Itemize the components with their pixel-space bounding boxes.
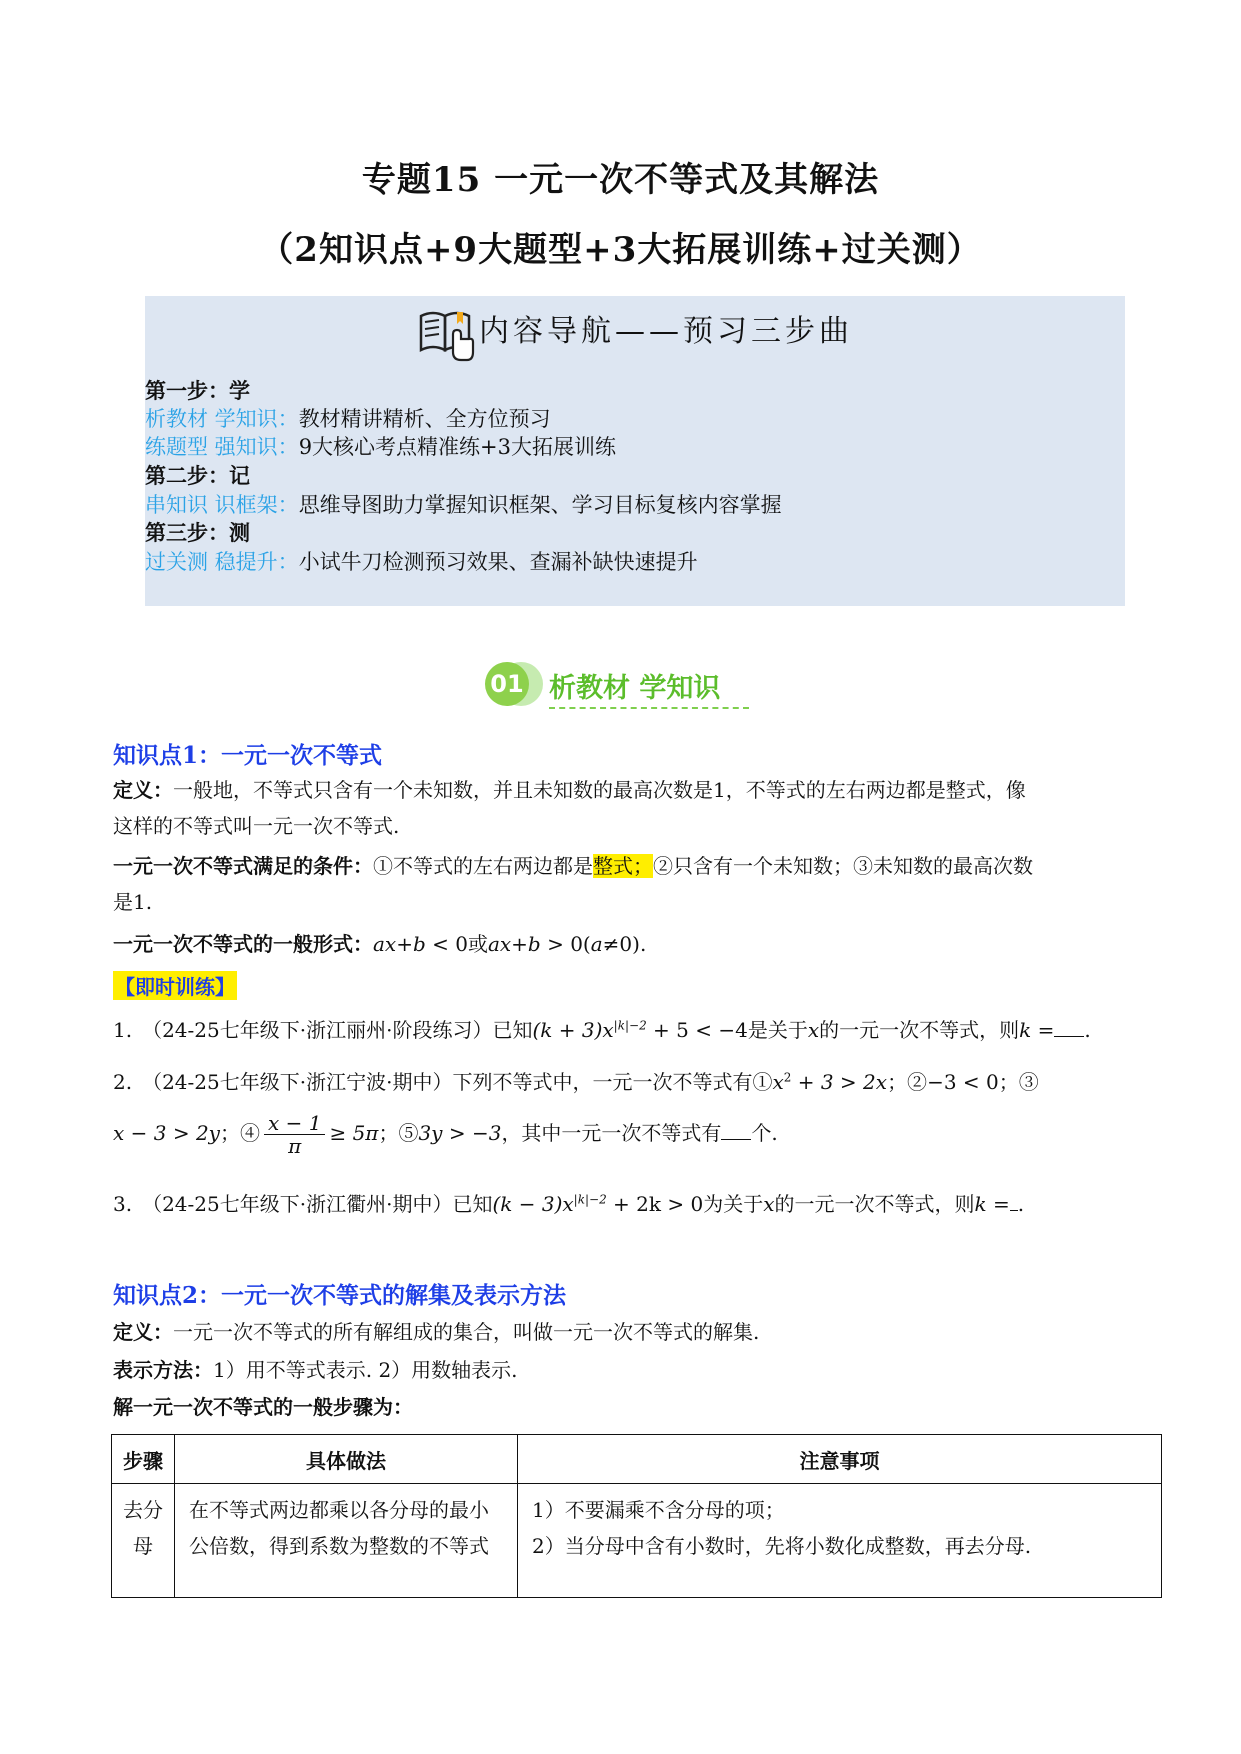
table-header-notes: 注意事项	[518, 1435, 1162, 1484]
table-header-method: 具体做法	[175, 1435, 518, 1484]
nav-step2: 第二步：记	[145, 463, 250, 488]
question-3: 3. （24-25七年级下·浙江衢州·期中）已知$(k - 3)x^{|k|-2} + 2k > 0$为关于x的一元一次不等式，则k = .	[113, 1192, 1025, 1216]
nav-heading	[145, 304, 1125, 362]
question-1: 1. （24-25七年级下·浙江丽州·阶段练习）已知$(k + 3)x^{|k|-2} + 5 < -4$是关于x的一元一次不等式，则k = .	[113, 1018, 1091, 1042]
nav-title: 内容导航——预习三步曲	[479, 314, 853, 349]
page-title: 专题15 一元一次不等式及其解法	[361, 160, 880, 200]
nav-step3-item-1: 过关测 稳提升：小试牛刀检测预习效果、查漏补缺快速提升	[145, 550, 698, 574]
table-cell-step: 去分母	[112, 1484, 175, 1598]
section-underline	[549, 707, 749, 709]
kp1-heading: 知识点1：一元一次不等式	[113, 742, 383, 769]
answer-blank[interactable]	[1054, 1036, 1084, 1037]
kp2-definition: 定义：一元一次不等式的所有解组成的集合，叫做一元一次不等式的解集.	[113, 1320, 760, 1344]
section-number: 01	[485, 662, 529, 706]
answer-blank[interactable]	[1010, 1210, 1018, 1211]
content-navigation-box	[145, 296, 1125, 606]
kp1-definition: 定义：一般地，不等式只含有一个未知数，并且未知数的最高次数是1，不等式的左右两边都是整式，像 这样的不等式叫一元一次不等式.	[113, 778, 1026, 838]
table-row	[112, 1484, 1162, 1598]
nav-step1-item-2: 练题型 强知识：9大核心考点精准练+3大拓展训练	[145, 435, 617, 459]
nav-step2-item-1: 串知识 识框架：思维导图助力掌握知识框架、学习目标复核内容掌握	[145, 493, 782, 517]
page-subtitle: （2知识点+9大题型+3大拓展训练+过关测）	[259, 230, 982, 270]
table-header-row	[112, 1435, 1162, 1484]
nav-step1-item-1: 析教材 学知识：教材精讲精析、全方位预习	[145, 407, 551, 431]
book-hand-icon	[417, 304, 477, 362]
question-2-line-1: 2. （24-25七年级下·浙江宁波·期中）下列不等式中，一元一次不等式有$①x^2 + 3 > 2x$；②−3 < 0；③	[113, 1070, 1039, 1094]
nav-step3: 第三步：测	[145, 520, 250, 545]
kp2-representation: 表示方法：1）用不等式表示. 2）用数轴表示.	[113, 1358, 518, 1382]
answer-blank[interactable]	[721, 1139, 751, 1140]
kp1-conditions: 一元一次不等式满足的条件：①不等式的左右两边都是整式；②只含有一个未知数；③未知数的最高次数 是1.	[113, 854, 1033, 914]
table-header-step: 步骤	[112, 1435, 175, 1484]
table-cell-method: 在不等式两边都乘以各分母的最小公倍数，得到系数为整数的不等式	[175, 1484, 518, 1598]
nav-step1: 第一步：学	[145, 378, 250, 403]
kp2-steps-label: 解一元一次不等式的一般步骤为：	[113, 1395, 413, 1419]
note-line: 2）当分母中含有小数时，先将小数化成整数，再去分母.	[532, 1534, 1032, 1558]
kp1-general-form: 一元一次不等式的一般形式：ax+b < 0或ax+b > 0(a≠0).	[113, 932, 647, 956]
kp2-heading: 知识点2：一元一次不等式的解集及表示方法	[113, 1282, 567, 1309]
note-line: 1）不要漏乘不含分母的项；	[532, 1498, 785, 1522]
highlight-text: 整式；	[593, 854, 653, 878]
section-title: 析教材 学知识	[549, 673, 721, 704]
table-cell-notes	[518, 1484, 1162, 1598]
fraction: $\frac{x - 1}{\pi}$	[264, 1112, 325, 1157]
question-2-line-2: x − 3 > 2y；④ $\frac{x - 1}{\pi}$ ≥ 5π；⑤3y > −3，其中一元一次不等式有 个.	[113, 1111, 778, 1158]
steps-table	[111, 1434, 1162, 1598]
instant-training-label: 【即时训练】	[113, 971, 237, 1000]
